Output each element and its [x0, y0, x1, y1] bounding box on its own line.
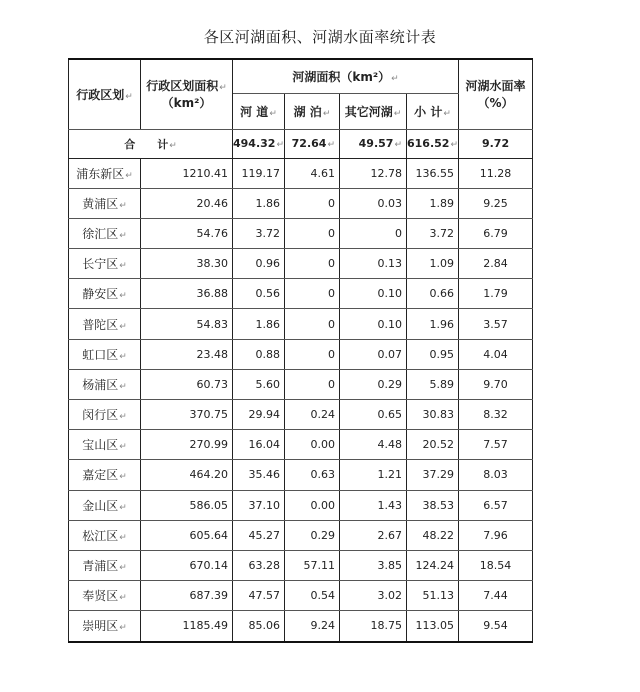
other-cell: 2.67 [340, 520, 407, 550]
lake-cell: 0 [285, 309, 340, 339]
table-row [69, 460, 533, 490]
subtotal-cell: 37.29 [407, 460, 459, 490]
ratio-cell: 9.54 [459, 611, 533, 642]
river-cell: 3.72 [233, 218, 285, 248]
river-cell: 1.86 [233, 309, 285, 339]
table-row [69, 249, 533, 279]
district-name-cell: 黄浦区↵ [69, 188, 141, 218]
subtotal-cell: 1.89 [407, 188, 459, 218]
ratio-cell: 9.70 [459, 369, 533, 399]
area-cell: 464.20 [141, 460, 233, 490]
subtotal-cell: 20.52 [407, 430, 459, 460]
table-row [69, 158, 533, 188]
table-row [69, 611, 533, 642]
table-title: 各区河湖面积、河湖水面率统计表 [203, 28, 437, 46]
ratio-cell: 7.57 [459, 430, 533, 460]
ratio-cell: 3.57 [459, 309, 533, 339]
lake-cell: 0 [285, 188, 340, 218]
table-row [69, 339, 533, 369]
river-cell: 29.94 [233, 400, 285, 430]
table-row [69, 550, 533, 580]
other-cell: 0.10 [340, 279, 407, 309]
other-cell: 0.13 [340, 249, 407, 279]
area-cell: 54.76 [141, 218, 233, 248]
other-cell: 0 [340, 218, 407, 248]
other-cell: 0.65 [340, 400, 407, 430]
district-name-cell: 宝山区↵ [69, 430, 141, 460]
district-name-cell: 虹口区↵ [69, 339, 141, 369]
lake-cell: 0.29 [285, 520, 340, 550]
area-cell: 670.14 [141, 550, 233, 580]
table-row [69, 520, 533, 550]
table-row [69, 490, 533, 520]
area-cell: 36.88 [141, 279, 233, 309]
subtotal-cell: 51.13 [407, 581, 459, 611]
subtotal-cell: 124.24 [407, 550, 459, 580]
area-cell: 1185.49 [141, 611, 233, 642]
header-subtotal: 小 计↵ [407, 93, 459, 129]
area-cell: 38.30 [141, 249, 233, 279]
ratio-cell: 8.32 [459, 400, 533, 430]
other-cell: 0.10 [340, 309, 407, 339]
other-cell: 3.85 [340, 550, 407, 580]
table-row [69, 279, 533, 309]
district-name-cell: 奉贤区↵ [69, 581, 141, 611]
subtotal-cell: 113.05 [407, 611, 459, 642]
other-cell: 0.07 [340, 339, 407, 369]
subtotal-cell: 136.55 [407, 158, 459, 188]
lake-cell: 0 [285, 218, 340, 248]
total-lake: 72.64↵ [285, 129, 340, 158]
ratio-cell: 18.54 [459, 550, 533, 580]
river-cell: 37.10 [233, 490, 285, 520]
subtotal-cell: 48.22 [407, 520, 459, 550]
river-cell: 119.17 [233, 158, 285, 188]
lake-cell: 9.24 [285, 611, 340, 642]
river-cell: 63.28 [233, 550, 285, 580]
lake-cell: 0.24 [285, 400, 340, 430]
other-cell: 3.02 [340, 581, 407, 611]
other-cell: 0.29 [340, 369, 407, 399]
table-row [69, 581, 533, 611]
river-cell: 35.46 [233, 460, 285, 490]
other-cell: 1.21 [340, 460, 407, 490]
area-cell: 23.48 [141, 339, 233, 369]
lake-cell: 0.00 [285, 490, 340, 520]
subtotal-cell: 38.53 [407, 490, 459, 520]
table-row [69, 369, 533, 399]
subtotal-cell: 30.83 [407, 400, 459, 430]
header-other: 其它河湖↵ [340, 93, 407, 129]
district-name-cell: 普陀区↵ [69, 309, 141, 339]
district-name-cell: 青浦区↵ [69, 550, 141, 580]
area-cell: 270.99 [141, 430, 233, 460]
district-name-cell: 嘉定区↵ [69, 460, 141, 490]
subtotal-cell: 0.95 [407, 339, 459, 369]
river-cell: 47.57 [233, 581, 285, 611]
table-row [69, 218, 533, 248]
area-cell: 1210.41 [141, 158, 233, 188]
district-name-cell: 长宁区↵ [69, 249, 141, 279]
total-other: 49.57↵ [340, 129, 407, 158]
table-row [69, 430, 533, 460]
ratio-cell: 6.57 [459, 490, 533, 520]
ratio-cell: 1.79 [459, 279, 533, 309]
district-name-cell: 崇明区↵ [69, 611, 141, 642]
river-cell: 5.60 [233, 369, 285, 399]
ratio-cell: 9.25 [459, 188, 533, 218]
header-water-area: 河湖面积（km²）↵ [233, 59, 459, 93]
subtotal-cell: 1.96 [407, 309, 459, 339]
ratio-cell: 7.96 [459, 520, 533, 550]
area-cell: 20.46 [141, 188, 233, 218]
lake-cell: 0 [285, 339, 340, 369]
river-cell: 0.56 [233, 279, 285, 309]
district-name-cell: 闵行区↵ [69, 400, 141, 430]
ratio-cell: 7.44 [459, 581, 533, 611]
total-river: 494.32↵ [233, 129, 285, 158]
area-cell: 586.05 [141, 490, 233, 520]
lake-cell: 57.11 [285, 550, 340, 580]
river-cell: 0.96 [233, 249, 285, 279]
other-cell: 4.48 [340, 430, 407, 460]
district-name-cell: 杨浦区↵ [69, 369, 141, 399]
table-row [69, 309, 533, 339]
district-name-cell: 浦东新区↵ [69, 158, 141, 188]
lake-cell: 0 [285, 249, 340, 279]
district-name-cell: 松江区↵ [69, 520, 141, 550]
other-cell: 18.75 [340, 611, 407, 642]
district-name-cell: 徐汇区↵ [69, 218, 141, 248]
header-district: 行政区划↵ [69, 59, 141, 129]
river-cell: 85.06 [233, 611, 285, 642]
header-area-unit: （km²） [161, 96, 212, 111]
lake-cell: 0.54 [285, 581, 340, 611]
total-ratio: 9.72 [459, 129, 533, 158]
total-row [69, 129, 533, 158]
ratio-cell: 2.84 [459, 249, 533, 279]
ratio-cell: 8.03 [459, 460, 533, 490]
river-cell: 45.27 [233, 520, 285, 550]
ratio-cell: 4.04 [459, 339, 533, 369]
other-cell: 1.43 [340, 490, 407, 520]
lake-cell: 4.61 [285, 158, 340, 188]
table-row [69, 188, 533, 218]
subtotal-cell: 5.89 [407, 369, 459, 399]
area-cell: 687.39 [141, 581, 233, 611]
area-cell: 54.83 [141, 309, 233, 339]
river-cell: 16.04 [233, 430, 285, 460]
header-area: 行政区划面积↵ （km²） [141, 59, 233, 129]
header-river: 河 道↵ [233, 93, 285, 129]
area-cell: 60.73 [141, 369, 233, 399]
lake-cell: 0 [285, 369, 340, 399]
ratio-cell: 11.28 [459, 158, 533, 188]
water-area-table [68, 58, 533, 643]
subtotal-cell: 3.72 [407, 218, 459, 248]
lake-cell: 0 [285, 279, 340, 309]
district-name-cell: 金山区↵ [69, 490, 141, 520]
area-cell: 370.75 [141, 400, 233, 430]
river-cell: 0.88 [233, 339, 285, 369]
river-cell: 1.86 [233, 188, 285, 218]
district-name-cell: 静安区↵ [69, 279, 141, 309]
lake-cell: 0.63 [285, 460, 340, 490]
header-ratio: 河湖水面率 （%） [459, 59, 533, 129]
header-lake: 湖 泊↵ [285, 93, 340, 129]
other-cell: 12.78 [340, 158, 407, 188]
subtotal-cell: 1.09 [407, 249, 459, 279]
lake-cell: 0.00 [285, 430, 340, 460]
area-cell: 605.64 [141, 520, 233, 550]
ratio-cell: 6.79 [459, 218, 533, 248]
total-label: 合 计↵ [69, 129, 233, 158]
table-row [69, 400, 533, 430]
subtotal-cell: 0.66 [407, 279, 459, 309]
other-cell: 0.03 [340, 188, 407, 218]
header-ratio-unit: （%） [477, 96, 514, 111]
total-subtotal: 616.52↵ [407, 129, 459, 158]
